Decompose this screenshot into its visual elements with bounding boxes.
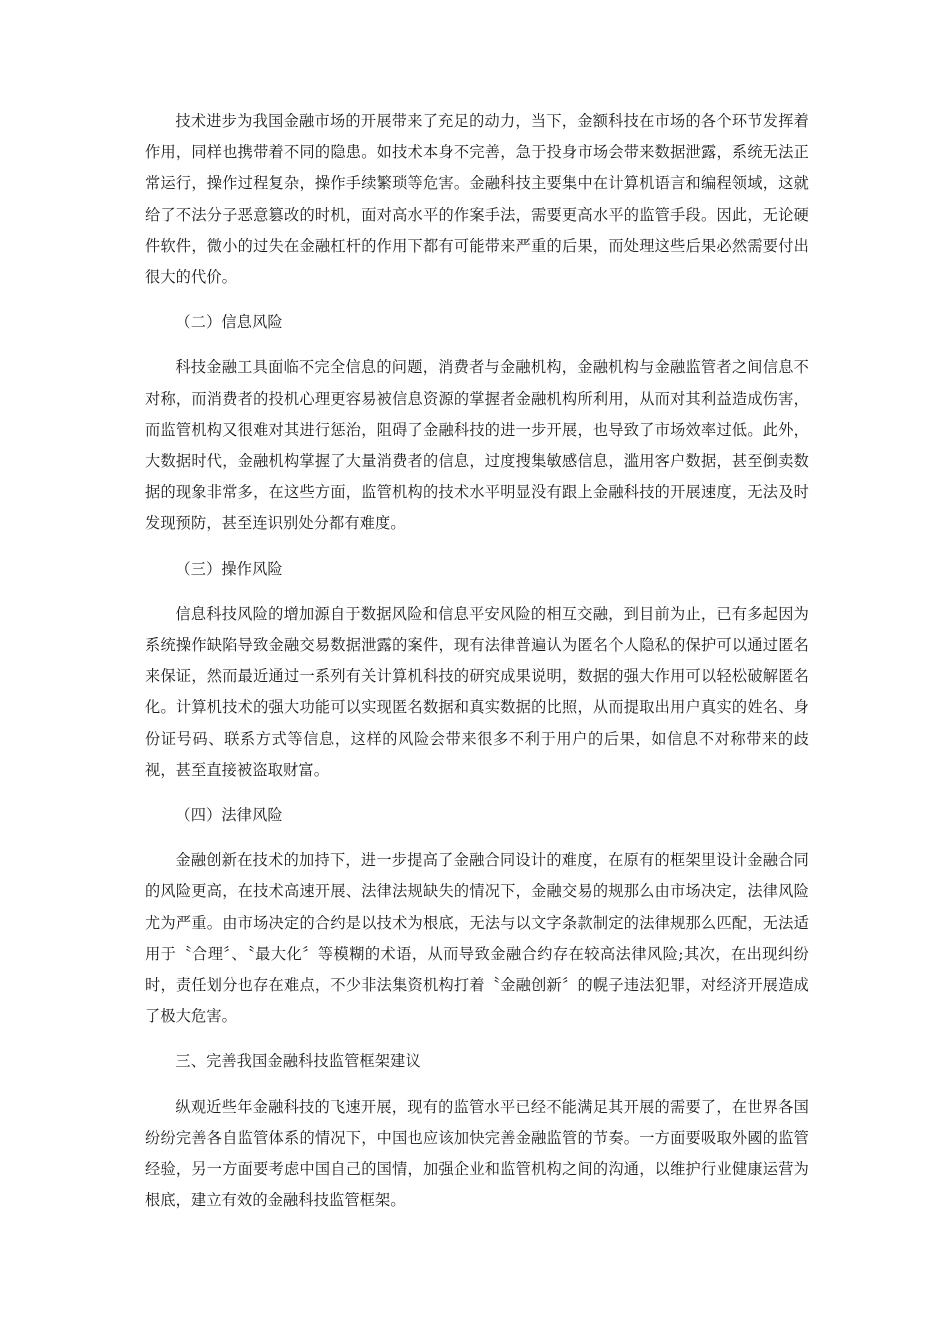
paragraph-regulation-suggestions: 纵观近些年金融科技的飞速开展，现有的监管水平已经不能满足其开展的需要了，在世界各国纷纷完善各自监管体系的情况下，中国也应该加快完善金融监管的节奏。一方面要吸取外國的监管经验，另一方面要考虑中国自己的国情，加强企业和监管机构之间的沟通，以维护行业健康运营为根底，建立有效的金融科技监管框架。: [145, 1097, 809, 1210]
paragraph-tech-progress: 技术进步为我国金融市场的开展带来了充足的动力，当下，金额科技在市场的各个环节发挥着作用，同样也携带着不同的隐患。如技术本身不完善，急于投身市场会带来数据泄露，系统无法正常运行，操作过程复杂，操作手续繁琐等危害。金融科技主要集中在计算机语言和编程领域，这就给了不法分子恶意篡改的时机，面对高水平的作案手法，需要更高水平的监管手段。因此，无论硬件软件，微小的过失在金融杠杆的作用下都有可能带来严重的后果，而处理这些后果必然需要付出很大的代价。: [145, 112, 809, 287]
document-body: [145, 106, 809, 1231]
heading-legal-risk: （四）法律风险: [175, 806, 283, 825]
heading-regulation-suggestions: 三、完善我国金融科技监管框架建议: [175, 1052, 421, 1071]
heading-operation-risk: （三）操作风险: [175, 559, 283, 578]
paragraph-operation-risk: 信息科技风险的增加源自于数据风险和信息平安风险的相互交融，到目前为止，已有多起因为系统操作缺陷导致金融交易数据泄露的案件，现有法律普遍认为匿名个人隐私的保护可以通过匿名来保证，然而最近通过一系列有关计算机科技的研究成果说明，数据的强大作用可以轻松破解匿名化。计算机技术的强大功能可以实现匿名数据和真实数据的比照，从而提取出用户真实的姓名、身份证号码、联系方式等信息，这样的风险会带来很多不利于用户的后果，如信息不对称带来的歧视，甚至直接被盗取财富。: [145, 604, 809, 779]
paragraph-information-risk: 科技金融工具面临不完全信息的问题，消费者与金融机构，金融机构与金融监管者之间信息不对称，而消费者的投机心理更容易被信息资源的掌握者金融机构所利用，从而对其利益造成伤害，而监管机构又很难对其进行惩治，阻碍了金融科技的进一步开展，也导致了市场效率过低。此外，大数据时代，金融机构掌握了大量消费者的信息，过度搜集敏感信息，滥用客户数据，甚至倒卖数据的现象非常多，在这些方面，监管机构的技术水平明显没有跟上金融科技的开展速度，无法及时发现预防，甚至连识别处分都有难度。: [145, 358, 809, 533]
heading-information-risk: （二）信息风险: [175, 313, 283, 332]
paragraph-legal-risk: 金融创新在技术的加持下，进一步提高了金融合同设计的难度，在原有的框架里设计金融合同的风险更高，在技术高速开展、法律法规缺失的情况下，金融交易的规那么由市场决定，法律风险尤为严重。由市场决定的合约是以技术为根底，无法与以文字条款制定的法律规那么匹配，无法适用于〝合理〞、〝最大化〞等模糊的术语，从而导致金融合约存在较高法律风险;其次，在出现纠纷时，责任划分也存在难点，不少非法集资机构打着〝金融创新〞的幌子违法犯罪，对经济开展造成了极大危害。: [145, 851, 809, 1026]
